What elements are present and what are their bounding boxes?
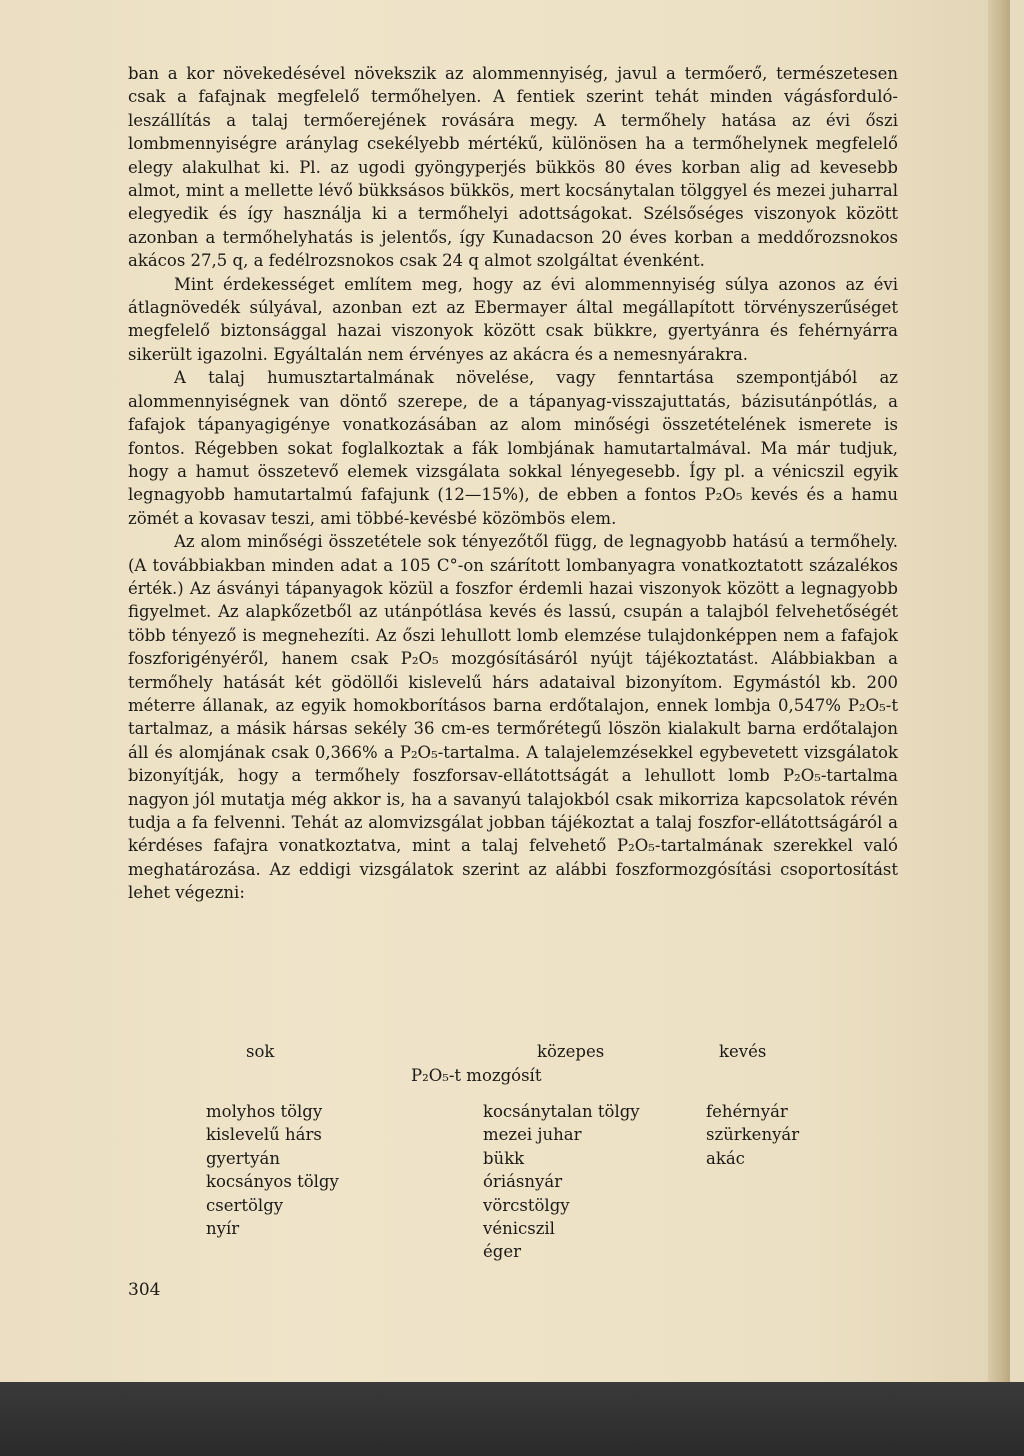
- header-subtitle: P₂O₅-t mozgósít: [411, 1066, 542, 1085]
- header-kozepes: közepes: [537, 1042, 605, 1061]
- column-sok: [206, 1100, 339, 1240]
- list-item: bükk: [483, 1148, 525, 1168]
- column-keves: [706, 1100, 799, 1170]
- list-item: fehérnyár: [706, 1102, 788, 1121]
- page-number: 304: [128, 1280, 161, 1300]
- header-keves: kevés: [719, 1042, 767, 1061]
- table-header: [128, 1040, 898, 1088]
- paragraph-4: Az alom minőségi összetétele sok tényezőtől függ, de legnagyobb hatású a termőhely. (A továbbiakban minden adat a 105 C°-on szárított lombanyagra vonatkoztatott százalékos érték.) Az ásványi tápanyagok közül a foszfor érdemli hazai viszonyok között a legnagyobb figyelmet. Az alapkőzetből az utánpótlása kevés és lassú, csupán a talajból felvehetőségét több tényező is megnehezíti. Az őszi lehullott lomb elemzése tulajdonképpen nem a fafajok foszforigényéről, hanem csak P₂O₅ mozgósításáról nyújt tájékoztatást. Alábbiakban a termőhely hatását két gödöllői kislevelű hárs adataival bizonyítom. Egymástól kb. 200 méterre állanak, az egyik homokborításos barna erdőtalajon, ennek lombja 0,547% P₂O₅-t tartalmaz, a másik hársas sekély 36 cm-es termőrétegű löszön kialakult barna erdőtalajon áll és alomjának csak 0,366% a P₂O₅-tartalma. A talajelemzésekkel egybevetett vizsgálatok bizonyítják, hogy a termőhely foszforsav-ellátottságát a lehullott lomb P₂O₅-tartalma nagyon jól mutatja még akkor is, ha a savanyú talajokból csak mikorriza kapcsolatok révén tudja a fa felvenni. Tehát az alomvizsgálat jobban tájékoztat a talaj foszfor-ellátottságáról a kérdéses fafajra vonatkoztatva, mint a talaj felvehető P₂O₅-tartalmának szerekkel való meghatározása. Az eddigi vizsgálatok szerint az alábbi foszformozgósítási csoportosítást lehet végezni:: [128, 532, 898, 903]
- list-item: akác: [706, 1148, 745, 1168]
- header-sok: sok: [246, 1042, 275, 1061]
- phosphorus-mobilization-table: [128, 1040, 898, 1270]
- list-item: óriásnyár: [483, 1172, 563, 1192]
- list-item: kocsánytalan tölgy: [483, 1102, 640, 1121]
- list-item: szürkenyár: [706, 1125, 800, 1145]
- list-item: gyertyán: [206, 1148, 280, 1168]
- list-item: mezei juhar: [483, 1125, 582, 1145]
- list-item: kocsányos tölgy: [206, 1172, 339, 1192]
- list-item: vénicszil: [483, 1219, 555, 1239]
- table-columns: [128, 1100, 898, 1270]
- list-item: molyhos tölgy: [206, 1102, 323, 1121]
- list-item: vörcstölgy: [483, 1195, 570, 1215]
- scan-bottom-edge: [0, 1382, 1024, 1456]
- list-item: csertölgy: [206, 1195, 284, 1215]
- body-text: [128, 62, 898, 905]
- book-spine-shadow: [988, 0, 1010, 1382]
- list-item: kislevelű hárs: [206, 1125, 322, 1145]
- paragraph-3: A talaj humusztartalmának növelése, vagy fenntartása szempontjából az alommennyiségnek van döntő szerepe, de a tápanyag-visszajuttatás, bázisutánpótlás, a fafajok tápanyagigénye vonatkozásában az alom minőségi összetételének ismerete is fontos. Régebben sokat foglalkoztak a fák lombjának hamutartalmával. Ma már tudjuk, hogy a hamut összetevő elemek vizsgálata sokkal lényegesebb. Így pl. a vénicszil egyik legnagyobb hamutartalmú fafajunk (12—15%), de ebben a fontos P₂O₅ kevés és a hamu zömét a kovasav teszi, ami többé-kevésbé közömbös elem.: [128, 368, 898, 528]
- paragraph-1: ban a kor növekedésével növekszik az alommennyiség, javul a termőerő, természetesen csak a fafajnak megfelelő termőhelyen. A fentiek szerint tehát minden vágásforduló-leszállítás a talaj termőerejének rovására megy. A termőhely hatása az évi őszi lombmennyiségre aránylag csekélyebb mértékű, különösen ha a termőhelynek megfelelő elegy alakulhat ki. Pl. az ugodi gyöngyperjés bükkös 80 éves korban alig ad kevesebb almot, mint a mellette lévő bükksásos bükkös, mert kocsánytalan tölggyel és mezei juharral elegyedik és így használja ki a termőhelyi adottságokat. Szélsőséges viszonyok között azonban a termőhelyhatás is jelentős, így Kunadacson 20 éves korban a meddőrozsnokos akácos 27,5 q, a fedélrozsnokos csak 24 q almot szolgáltat évenként.: [128, 64, 898, 271]
- paragraph-2: Mint érdekességet említem meg, hogy az évi alommennyiség súlya azonos az évi átlagnövedék súlyával, azonban ezt az Ebermayer által megállapított törvényszerűséget megfelelő biztonsággal hazai viszonyok között csak bükkre, gyertyánra és fehérnyárra sikerült igazolni. Egyáltalán nem érvényes az akácra és a nemesnyárakra.: [128, 274, 898, 364]
- list-item: nyír: [206, 1219, 240, 1239]
- list-item: éger: [483, 1242, 521, 1262]
- column-kozepes: [483, 1100, 640, 1264]
